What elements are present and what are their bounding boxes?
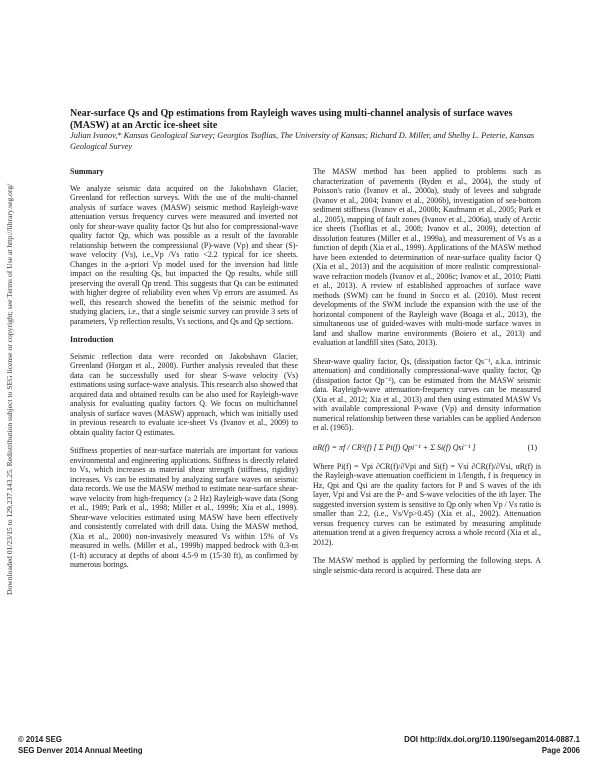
footer-page-number: Page 2006: [541, 746, 580, 755]
introduction-heading: Introduction: [70, 335, 114, 344]
equation-body: αR(f) = πf / CR²(f) [ Σ Pi(f) Qpi⁻¹ + Σ Si(f) Qsi⁻¹ ]: [313, 442, 476, 452]
quality-factor-paragraph: Shear-wave quality factor, Qs, (dissipation factor Qs⁻¹, a.k.a. intrinsic attenuation) and conditionally compressional-wave quality factor, Qp (dissipation factor Qp⁻¹), can be estimated from the MASW seismic data. Rayleigh-wave attenuation-frequency curves can be measured (Xia et al., 2012; Xia et al., 2013) and then using estimated MASW Vs with available compressional P-wave (Vp) and density information numerical relationship between these variables can be applied Anderson et al. (1965).: [313, 356, 541, 432]
footer-copyright: © 2014 SEG: [18, 735, 62, 744]
summary-heading: Summary: [70, 167, 104, 176]
masw-steps-paragraph: The MASW method is applied by performing the following steps. A single seismic-data record is acquired. These data are: [313, 556, 541, 575]
paper-title: Near-surface Qs and Qp estimations from Rayleigh waves using multi-channel analysis of surface waves (MASW) at an Arctic ice-sheet site: [70, 108, 513, 131]
footer-doi-link[interactable]: DOI http://dx.doi.org/10.1190/segam2014-0887.1: [404, 735, 580, 744]
summary-paragraph: We analyze seismic data acquired on the Jakobshavn Glacier, Greenland for reflection surveys. With the use of the multi-channel analysis of surface waves (MASW) seismic method Rayleigh-wave attenuation versus frequency curves were measured and inverted not only for shear-wave quality factor Qs but also for compressional-wave quality factor Qp, which was possible as a result of the favorable relationship between the compressional (P)-wave (Vp) and shear (S)-wave velocity (Vs), i.e.,Vp /Vs ratio <2.2 typical for ice sheets. Changes in the a-priori Vp model used for the inversion had little impact on the resulting Qs, but impacted the Qp results, while still preserving the overall Qp trend. This suggests that Qs can be estimated with higher degree of reliability even when Vp errors are assumed. As well, this research showed the benefits of the seismic method for studying glaciers, i.e., that a single seismic survey can provide 3 sets of parameters, Vp reflection results, Vs sections, and Qs and Qp sections.: [70, 183, 298, 326]
masw-applications-paragraph: The MASW method has been applied to problems such as characterization of pavements (Ryden et al., 2004), the study of Poisson's ratio (Ivanov et al., 2000a), study of levees and subgrade (Ivanov et al., 2004; Ivanov et al., 2006b), investigation of sea-bottom sediment stiffness (Ivanov et al., 2000b; Kaufmann et al., 2005; Park et al., 2005), mapping of fault zones (Ivanov et al., 2006a), study of Arctic ice sheets (Tsoflias et al., 2008; Ivanov et al., 2009), detection of dissolution features (Miller et al., 1999a), and measurement of Vs as a function of depth (Xia et al., 1999). Applications of the MASW method have been extended to determination of near-surface quality factor Q (Xia et al., 2013) and the acquisition of more realistic compressional-wave refraction models (Ivanov et al., 2006c; Ivanov et al., 2010; Piatti et al., 2013). A review of established approaches of surface wave methods (SWM) can be found in Socco et al. (2010). Most recent developments of the SWM include the expansion with the use of the horizontal component of the Rayleigh wave (Boaga et al., 2013), the simultaneous use of guided-waves with multi-mode surface waves in land and shallow marine environments (Boiero et al., 2013) and evaluation at landfill sites (Sato, 2013).: [313, 167, 541, 347]
equation-explanation-paragraph: Where Pi(f) = Vpi ∂CR(f)/∂Vpi and Si(f) = Vsi ∂CR(f)/∂Vsi, αR(f) is the Rayleigh-wave attenuation coefficient in 1/length, f is frequency in Hz, Qpi and Qsi are the quality factors for P and S waves of the ith layer, Vpi and Vsi are the P- and S-wave velocities of the ith layer. The suggested inversion system is sensitive to Qp only when Vp / Vs ratio is smaller than 2.2, (i.e., Vs/Vp>0.45) (Xia et al., 2002). Attenuation versus frequency curves can be estimated by measuring amplitude attenuation trend at a given frequency across a whole record (Xia et al., 2012).: [313, 461, 541, 547]
left-column: [70, 167, 298, 579]
page-footer: [18, 735, 580, 759]
introduction-paragraph-2: Stiffness properties of near-surface materials are important for various environmental and engineering applications. Stiffness is directly related to Vs, which increases as material shear strength (stiffness, rigidity) increases. Vs can be estimated by analyzing surface waves on seismic data records. We use the MASW method to estimate near-surface shear-wave velocity from high-frequency (≥ 2 Hz) Rayleigh-wave data (Song et al., 1989; Park et al., 1998; Miller et al., 1999b; Xia et al., 1999). Shear-wave velocities estimated using MASW have been effectively and consistently correlated with drill data. Using the MASW method, (Xia et al., 2000) non-invasively measured Vs within 15% of Vs measured in wells. (Miller et al., 1999b) mapped bedrock with 0.3-m (1-ft) accuracy at depths of about 4.5-9 m (15-30 ft), as confirmed by numerous borings.: [70, 446, 298, 569]
equation-number: (1): [527, 442, 537, 452]
footer-meeting: SEG Denver 2014 Annual Meeting: [18, 746, 143, 755]
introduction-paragraph-1: Seismic reflection data were recorded on Jakobshavn Glacier, Greenland (Horgan et al., 2008). Further analysis revealed that these data can be successfully used for shear S-wave velocity (Vs) estimations using surface-wave analysis. This research also showed that acquired data and obtained results can be also used for Rayleigh-wave analysis for evaluating quality factors Q. We focus on multichannel analysis of surface waves (MASW) approach, which was initially used in previous research to evaluate ice-sheet Vs (Ivanov et al., 2009) to obtain quality factor Q estimates.: [70, 351, 298, 437]
right-column: [313, 167, 541, 584]
download-notice: Downloaded 01/23/15 to 129.237.143.25. Redistribution subject to SEG license or copyright; see Terms of Use at http://library.seg.org/: [5, 183, 14, 595]
author-list: Julian Ivanov,* Kansas Geological Survey; Georgios Tsoflias, The University of Kansas; Richard D. Miller, and Shelby L. Peterie, Kansas Geological Survey: [70, 131, 535, 151]
equation-1: [313, 442, 541, 454]
